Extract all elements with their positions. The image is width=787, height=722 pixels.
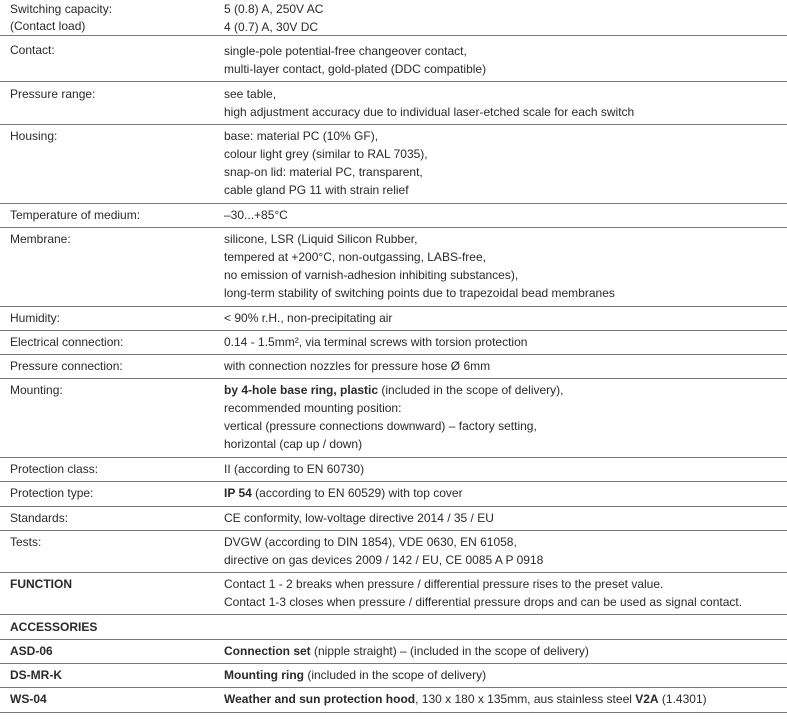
- row-function: [0, 573, 787, 615]
- row-value: < 90% r.H., non-precipitating air: [224, 311, 393, 325]
- row-temperature: [0, 204, 787, 228]
- row-ws-04: [0, 688, 787, 713]
- row-label: Contact:: [10, 43, 55, 57]
- row-housing: [0, 125, 787, 204]
- row-label: Electrical connection:: [10, 335, 124, 349]
- row-membrane: [0, 228, 787, 307]
- row-value: –30...+85°C: [224, 208, 288, 222]
- row-pressure-connection: [0, 355, 787, 379]
- row-switching-capacity: [0, 0, 787, 36]
- row-value: CE conformity, low-voltage directive 2014 / 35 / EU: [224, 511, 494, 525]
- row-label: Temperature of medium:: [10, 208, 141, 222]
- row-protection-type: [0, 482, 787, 507]
- row-label: Protection type:: [10, 486, 94, 500]
- row-value: by 4-hole base ring, plastic (included in the scope of delivery), recommended mounting position: vertical (pressure connections downward) – factory setting, horizontal (cap up / down): [224, 383, 564, 451]
- row-contact: [0, 36, 787, 82]
- row-label: Housing:: [10, 129, 58, 143]
- row-label: Protection class:: [10, 462, 99, 476]
- row-accessories: [0, 615, 787, 640]
- section-heading-accessories: ACCESSORIES: [10, 620, 98, 634]
- accessory-code: DS-MR-K: [10, 668, 62, 682]
- row-label: Tests:: [10, 535, 42, 549]
- row-value: II (according to EN 60730): [224, 462, 365, 476]
- accessory-code: WS-04: [10, 692, 47, 706]
- row-value: Weather and sun protection hood, 130 x 180 x 135mm, aus stainless steel V2A (1.4301): [224, 692, 707, 706]
- section-heading-function: FUNCTION: [10, 577, 72, 591]
- row-value: Contact 1 - 2 breaks when pressure / differential pressure rises to the preset value. Contact 1-3 closes when pressure / differential pressure drops and can be used as signal contact.: [224, 577, 743, 609]
- row-value: single-pole potential-free changeover contact, multi-layer contact, gold-plated (DDC compatible): [224, 44, 487, 76]
- row-label: Switching capacity: (Contact load): [10, 2, 113, 33]
- row-label: Pressure range:: [10, 87, 96, 101]
- row-asd-06: [0, 640, 787, 664]
- row-tests: [0, 531, 787, 573]
- row-label: Standards:: [10, 511, 69, 525]
- row-value: Mounting ring (included in the scope of delivery): [224, 668, 487, 682]
- row-label: Humidity:: [10, 311, 61, 325]
- row-label: Mounting:: [10, 383, 63, 397]
- row-pressure-range: [0, 82, 787, 125]
- accessory-code: ASD-06: [10, 644, 53, 658]
- row-label: Pressure connection:: [10, 359, 123, 373]
- row-label: Membrane:: [10, 232, 71, 246]
- row-protection-class: [0, 458, 787, 482]
- row-value: IP 54 (according to EN 60529) with top cover: [224, 486, 463, 500]
- row-value: with connection nozzles for pressure hose Ø 6mm: [224, 359, 491, 373]
- row-ds-mr-k: [0, 664, 787, 688]
- row-mounting: [0, 379, 787, 458]
- row-electrical-connection: [0, 331, 787, 355]
- row-value: 0.14 - 1.5mm², via terminal screws with torsion protection: [224, 335, 528, 349]
- row-value: base: material PC (10% GF), colour light grey (similar to RAL 7035), snap-on lid: material PC, transparent, cable gland PG 11 with strain relief: [224, 129, 428, 197]
- row-value: 5 (0.8) A, 250V AC 4 (0.7) A, 30V DC: [224, 2, 324, 34]
- row-value: Connection set (nipple straight) – (included in the scope of delivery): [224, 644, 589, 658]
- row-value: see table, high adjustment accuracy due to individual laser-etched scale for each switch: [224, 87, 635, 119]
- row-value: silicone, LSR (Liquid Silicon Rubber, tempered at +200°C, non-outgassing, LABS-free, no emission of varnish-adhesion inhibiting substances), long-term stability of switching points due to trapezoidal bead membranes: [224, 232, 615, 300]
- row-value: DVGW (according to DIN 1854), VDE 0630, EN 61058, directive on gas devices 2009 / 142 / EU, CE 0085 A P 0918: [224, 535, 544, 567]
- row-humidity: [0, 307, 787, 331]
- row-standards: [0, 507, 787, 531]
